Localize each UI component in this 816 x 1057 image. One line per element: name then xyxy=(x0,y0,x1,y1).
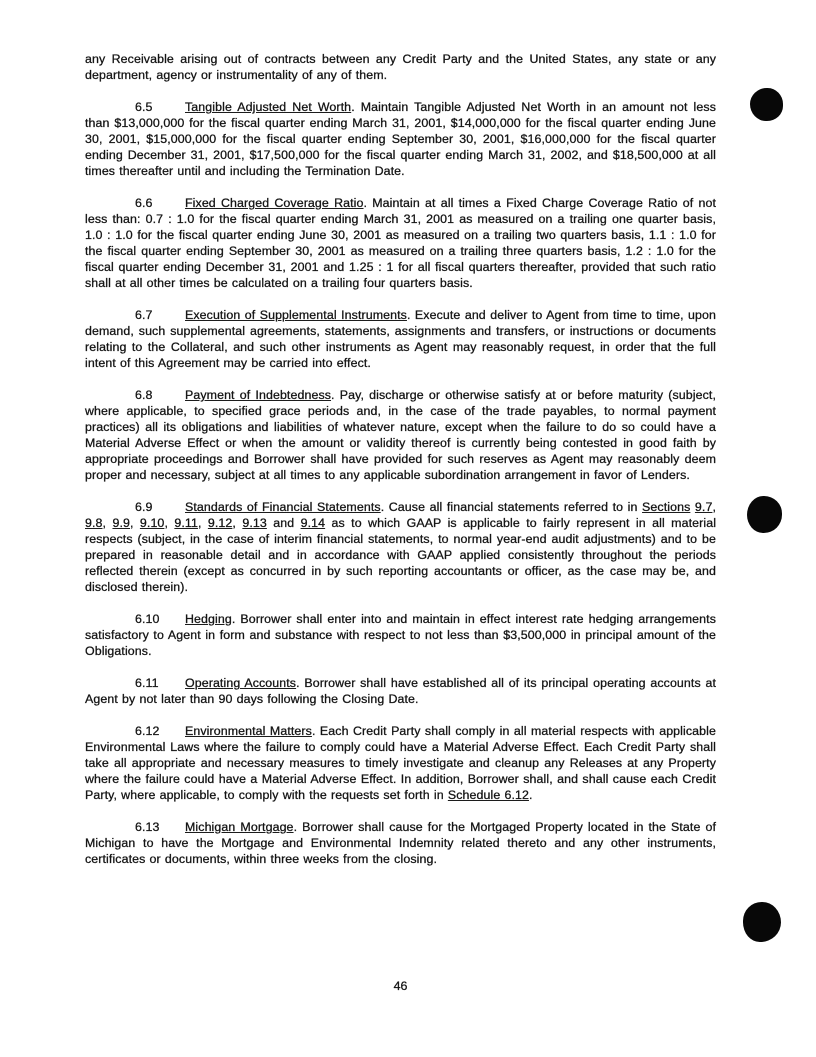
section-body-text: . Borrower shall have established all of its principal operating accounts at Agent by not later than 90 days following the Closing Date. xyxy=(85,676,716,706)
section-body-text: . Maintain Tangible Adjusted Net Worth in an amount not less than $13,000,000 for the fiscal quarter ending March 31, 2001, $14,000,000 for the fiscal quarter ending June 30, 2001, $15,000,000 for the fiscal quarter ending September 30, 2001, $16,000,000 for the fiscal quarter ending December 31, 2001, $17,500,000 for the fiscal quarter ending March 31, 2002, and $18,500,000 at all times thereafter until and including the Termination Date. xyxy=(85,100,716,178)
section-heading: Payment of Indebtedness xyxy=(185,388,332,402)
section-heading: Michigan Mortgage xyxy=(185,820,294,834)
section-number: 6.9 xyxy=(135,500,153,514)
section-heading: Hedging xyxy=(185,612,232,626)
section-6-12 xyxy=(85,723,716,803)
section-body-text: . Maintain at all times a Fixed Charge Coverage Ratio of not less than: 0.7 : 1.0 for the fiscal quarter ending March 31, 2001 as measured on a trailing one quarter basis, 1.0 : 1.0 for the fiscal quarter ending June 30, 2001 as measured on a trailing two quarters basis, 1.1 : 1.0 for the fiscal quarter ending September 30, 2001 as measured on a trailing three quarters basis, 1.2 : 1.0 for the fiscal quarter ending December 31, 2001 and 1.25 : 1 for all fiscal quarters thereafter, provided that such ratio shall at all other times be calculated on a trailing four quarters basis. xyxy=(85,196,716,290)
section-body-text: . Each Credit Party shall comply in all material respects with applicable Environmental Laws where the failure to comply could have a Material Adverse Effect. Each Credit Party shall take all appropriate and necessary measures to timely investigate and cleanup any Releases at any Property where the failure could have a Material Adverse Effect. In addition, Borrower shall, and shall cause each Credit Party, where applicable, to comply with the requests set forth in Schedule 6.12. xyxy=(85,724,717,802)
section-6-7 xyxy=(85,307,716,371)
binding-hole-mark-bottom xyxy=(743,902,781,942)
binding-hole-mark-top xyxy=(750,88,783,121)
section-6-9 xyxy=(85,499,716,595)
section-heading: Operating Accounts xyxy=(185,676,297,690)
section-heading: Standards of Financial Statements xyxy=(185,500,381,514)
section-body-text: . Execute and deliver to Agent from time to time, upon demand, such supplemental agreements, statements, assignments and transfers, or instructions or documents relating to the Collateral, and such other instruments as Agent may reasonably request, in order that the full intent of this Agreement may be carried into effect. xyxy=(85,308,717,370)
document-body xyxy=(85,51,716,867)
section-body-text: . Cause all financial statements referred to in Sections 9.7, 9.8, 9.9, 9.10, 9.11, 9.12, 9.13 and 9.14 as to which GAAP is applicable to fairly represent in all material respects (subject, in the case of interim financial statements, to normal year-end audit adjustments) and to be prepared in reasonable detail and in accordance with GAAP applied consistently throughout the periods reflected therein (except as concurred in by such reporting accountants or officer, as the case may be, and disclosed therein). xyxy=(85,500,717,594)
section-6-5 xyxy=(85,99,716,179)
section-number: 6.7 xyxy=(135,308,153,322)
section-heading: Fixed Charged Coverage Ratio xyxy=(185,196,364,210)
section-number: 6.12 xyxy=(135,724,160,738)
binding-hole-mark-middle xyxy=(747,496,782,533)
section-6-11 xyxy=(85,675,716,707)
section-number: 6.10 xyxy=(135,612,160,626)
section-body-text: . Pay, discharge or otherwise satisfy at or before maturity (subject, where applicable, to specified grace periods and, in the case of the trade payables, to normal payment practices) all its obligations and liabilities of whatever nature, except when the failure to do so could have a Material Adverse Effect or when the amount or validity thereof is currently being contested in good faith by appropriate proceedings and Borrower shall have provided for such reserves as Agent may reasonably deem proper and necessary, subject at all times to any applicable subordination arrangement in favor of Lenders. xyxy=(85,388,716,482)
section-body-text: . Borrower shall enter into and maintain in effect interest rate hedging arrangements satisfactory to Agent in form and substance with respect to not less than $3,500,000 in principal amount of the Obligations. xyxy=(85,612,716,658)
section-heading: Tangible Adjusted Net Worth xyxy=(185,100,352,114)
section-6-6 xyxy=(85,195,716,291)
page-number: 46 xyxy=(393,979,408,993)
section-heading: Execution of Supplemental Instruments xyxy=(185,308,407,322)
section-number: 6.13 xyxy=(135,820,160,834)
section-6-8 xyxy=(85,387,716,483)
intro-paragraph: any Receivable arising out of contracts between any Credit Party and the United States, any state or any department, agency or instrumentality of any of them. xyxy=(85,52,716,82)
section-6-13 xyxy=(85,819,716,867)
section-number: 6.5 xyxy=(135,100,153,114)
section-number: 6.6 xyxy=(135,196,153,210)
section-number: 6.8 xyxy=(135,388,153,402)
section-heading: Environmental Matters xyxy=(185,724,312,738)
section-number: 6.11 xyxy=(135,676,159,690)
section-body-text: . Borrower shall cause for the Mortgaged Property located in the State of Michigan to have the Mortgage and Environmental Indemnity related thereto and any other instruments, certificates or documents, within three weeks from the closing. xyxy=(85,820,716,866)
section-6-10 xyxy=(85,611,716,659)
